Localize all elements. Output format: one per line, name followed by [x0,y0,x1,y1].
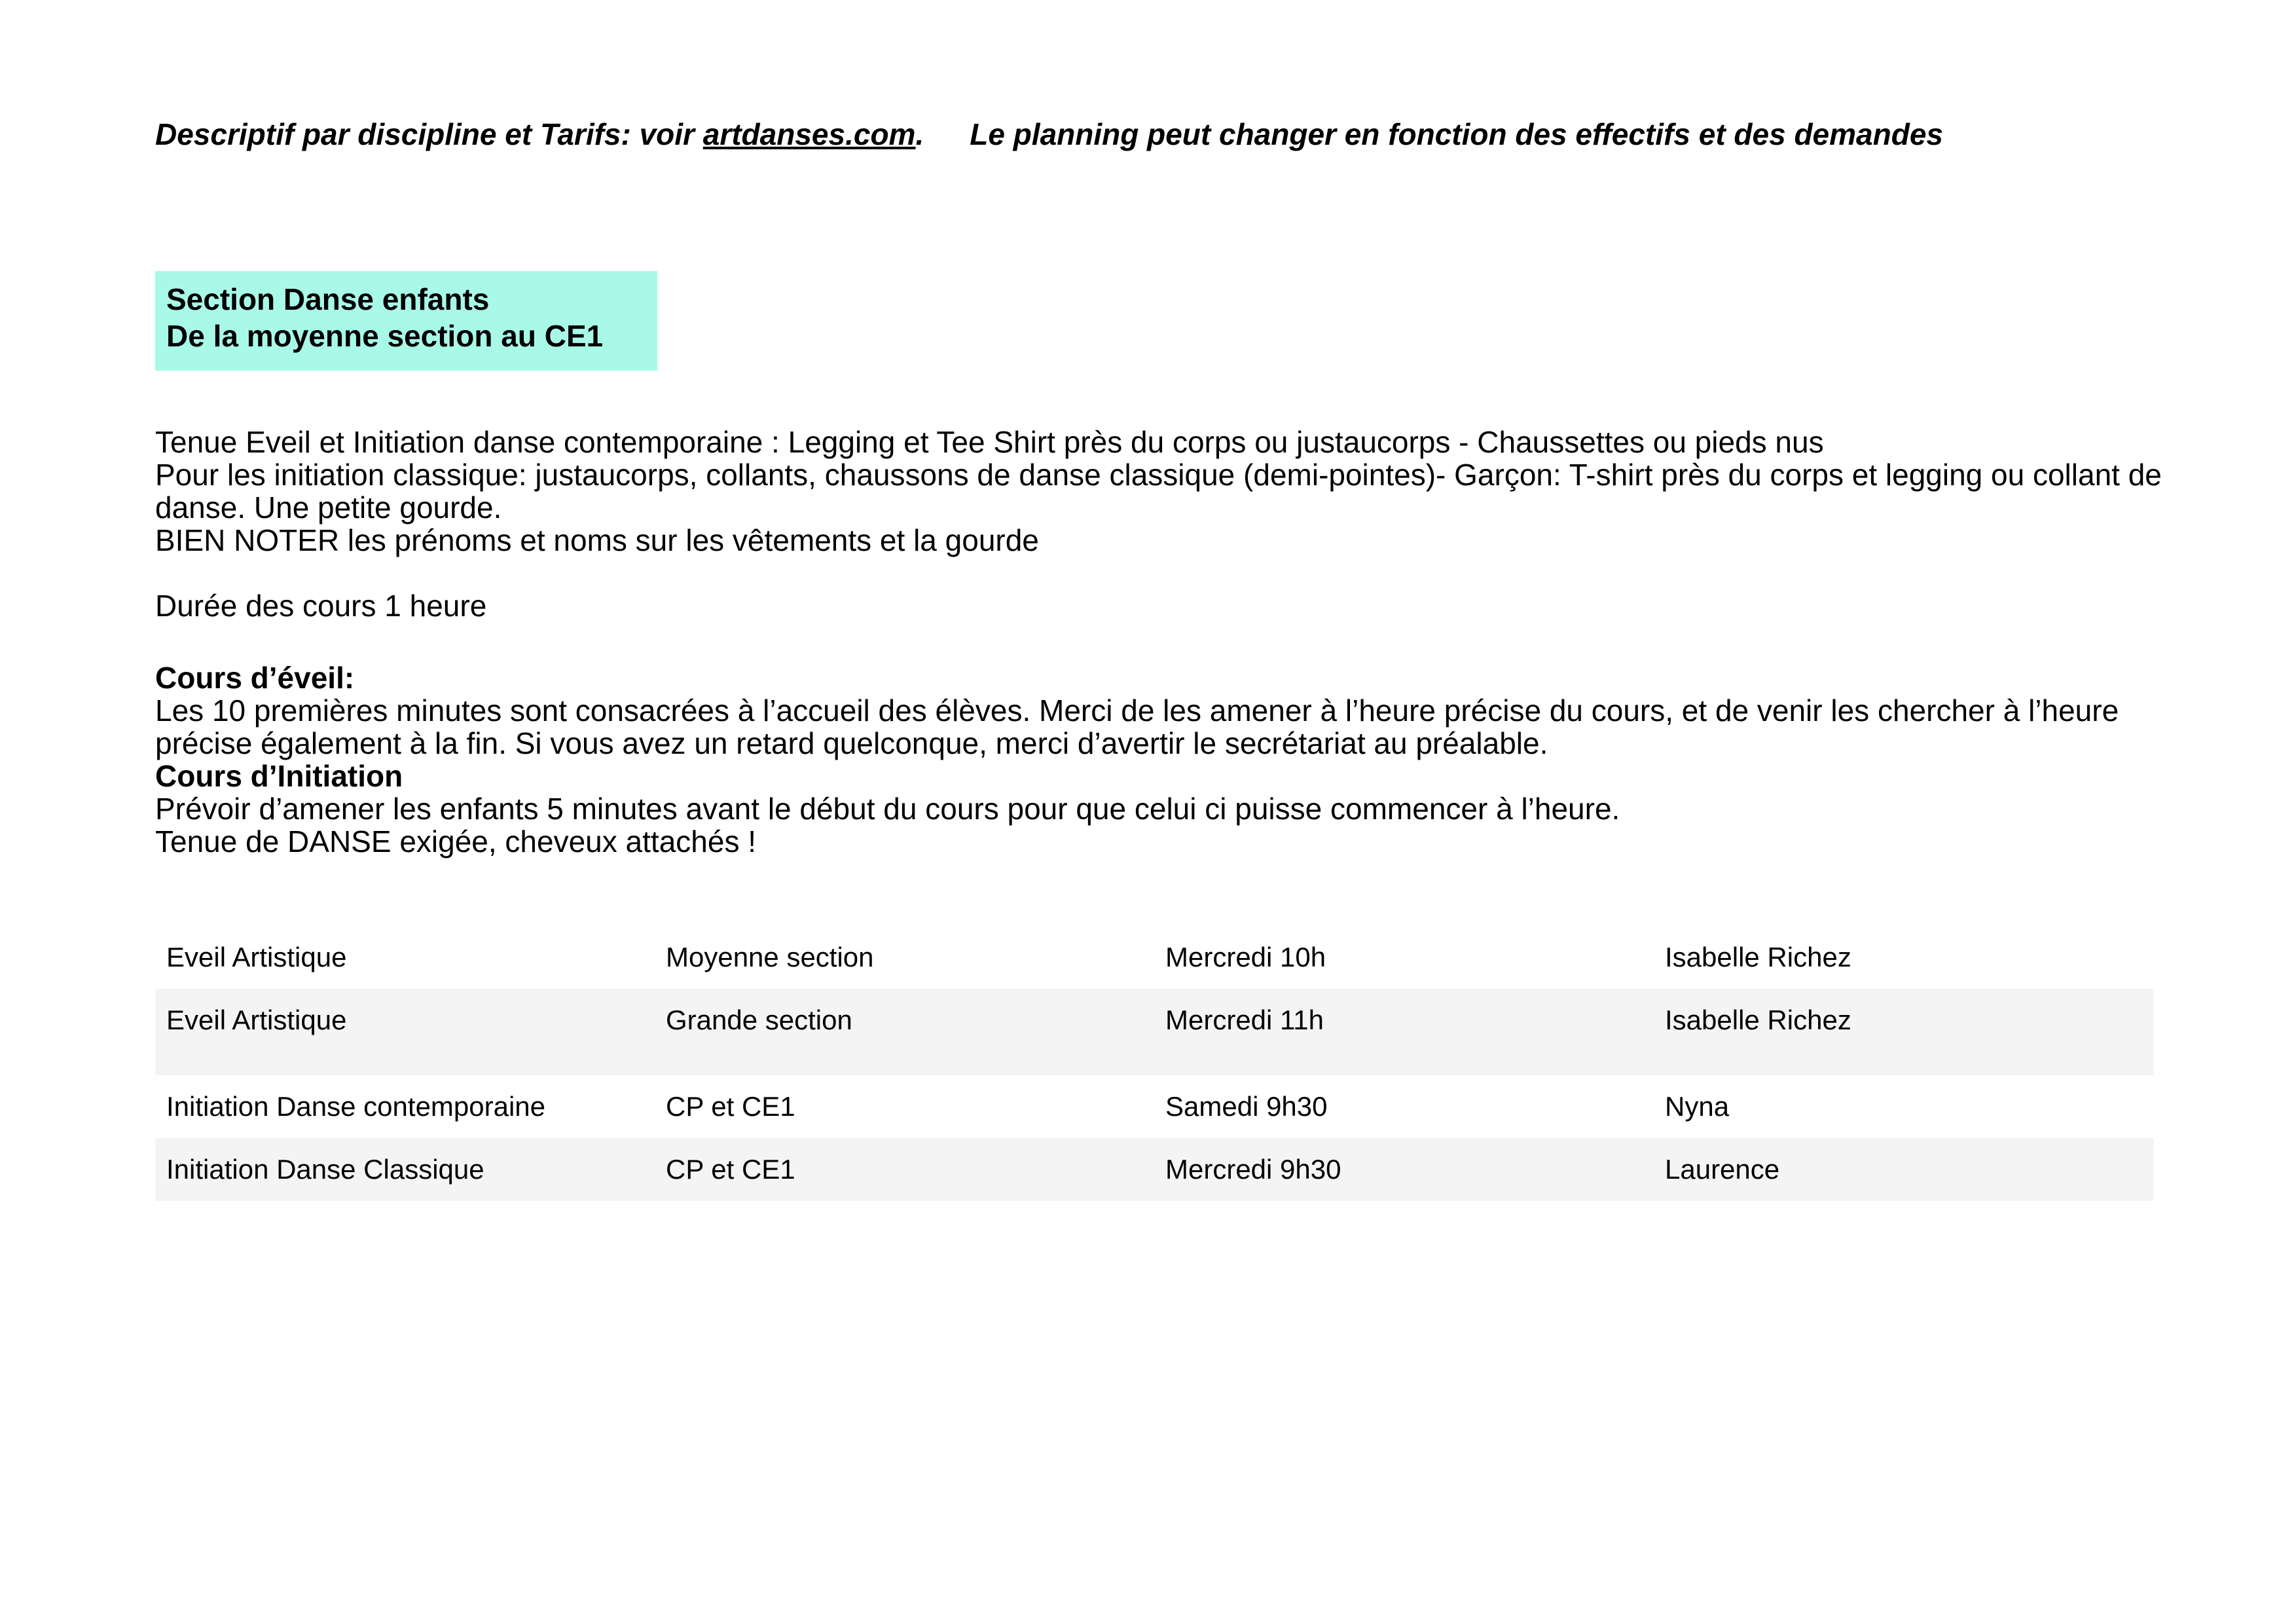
header-notice [155,117,1943,153]
table-row [155,926,2154,989]
teacher-cell: Laurence [1665,1154,1780,1185]
time-cell: Mercredi 10h [1165,942,1326,972]
duree-text: Durée des cours 1 heure [155,589,487,623]
cours-info-block [155,661,2165,858]
teacher-cell: Isabelle Richez [1665,1005,1851,1035]
teacher-cell: Isabelle Richez [1665,942,1851,972]
table-row [155,1075,2154,1138]
tenue-block [155,426,2165,557]
tenue-line-1: Tenue Eveil et Initiation danse contemporaine : Legging et Tee Shirt près du corps ou justaucorps - Chaussettes ou pieds nus [155,425,1824,459]
schedule-table [155,926,2154,1201]
section-subtitle: De la moyenne section au CE1 [166,319,604,353]
course-cell: Eveil Artistique [166,1005,347,1035]
eveil-text: Les 10 premières minutes sont consacrées à l’accueil des élèves. Merci de les amener à l’heure précise du cours, et de venir les chercher à l’heure précise également à la fin. Si vous avez un retard quelconque, merci d’avertir le secrétariat au préalable. [155,693,2119,760]
section-title: Section Danse enfants [166,282,490,316]
level-cell: Moyenne section [666,942,874,972]
table-row [155,989,2154,1075]
section-title-box [155,271,657,371]
header-dot: . [915,117,924,151]
initiation-text-2: Tenue de DANSE exigée, cheveux attachés ! [155,824,757,858]
course-cell: Initiation Danse Classique [166,1154,484,1185]
table-row [155,1138,2154,1201]
tenue-line-3: BIEN NOTER les prénoms et noms sur les vêtements et la gourde [155,523,1039,557]
initiation-heading: Cours d’Initiation [155,759,403,793]
header-prefix: Descriptif par discipline et Tarifs: voir [155,117,703,151]
duree-block [155,589,2165,622]
teacher-cell: Nyna [1665,1091,1730,1122]
eveil-heading: Cours d’éveil: [155,661,355,695]
time-cell: Samedi 9h30 [1165,1091,1328,1122]
planning-notice: Le planning peut changer en fonction des effectifs et des demandes [970,117,1943,151]
time-cell: Mercredi 11h [1165,1005,1324,1035]
tenue-line-2: Pour les initiation classique: justaucorps, collants, chaussons de danse classique (demi-pointes)- Garçon: T-shirt près du corps et legging ou collant de danse. Une petite gourde. [155,458,2162,525]
level-cell: CP et CE1 [666,1154,795,1185]
course-cell: Initiation Danse contemporaine [166,1091,546,1122]
artdanses-link[interactable]: artdanses.com [702,117,916,151]
level-cell: CP et CE1 [666,1091,795,1122]
level-cell: Grande section [666,1005,852,1035]
course-cell: Eveil Artistique [166,942,347,972]
time-cell: Mercredi 9h30 [1165,1154,1341,1185]
initiation-text-1: Prévoir d’amener les enfants 5 minutes avant le début du cours pour que celui ci puisse commencer à l’heure. [155,792,1620,826]
